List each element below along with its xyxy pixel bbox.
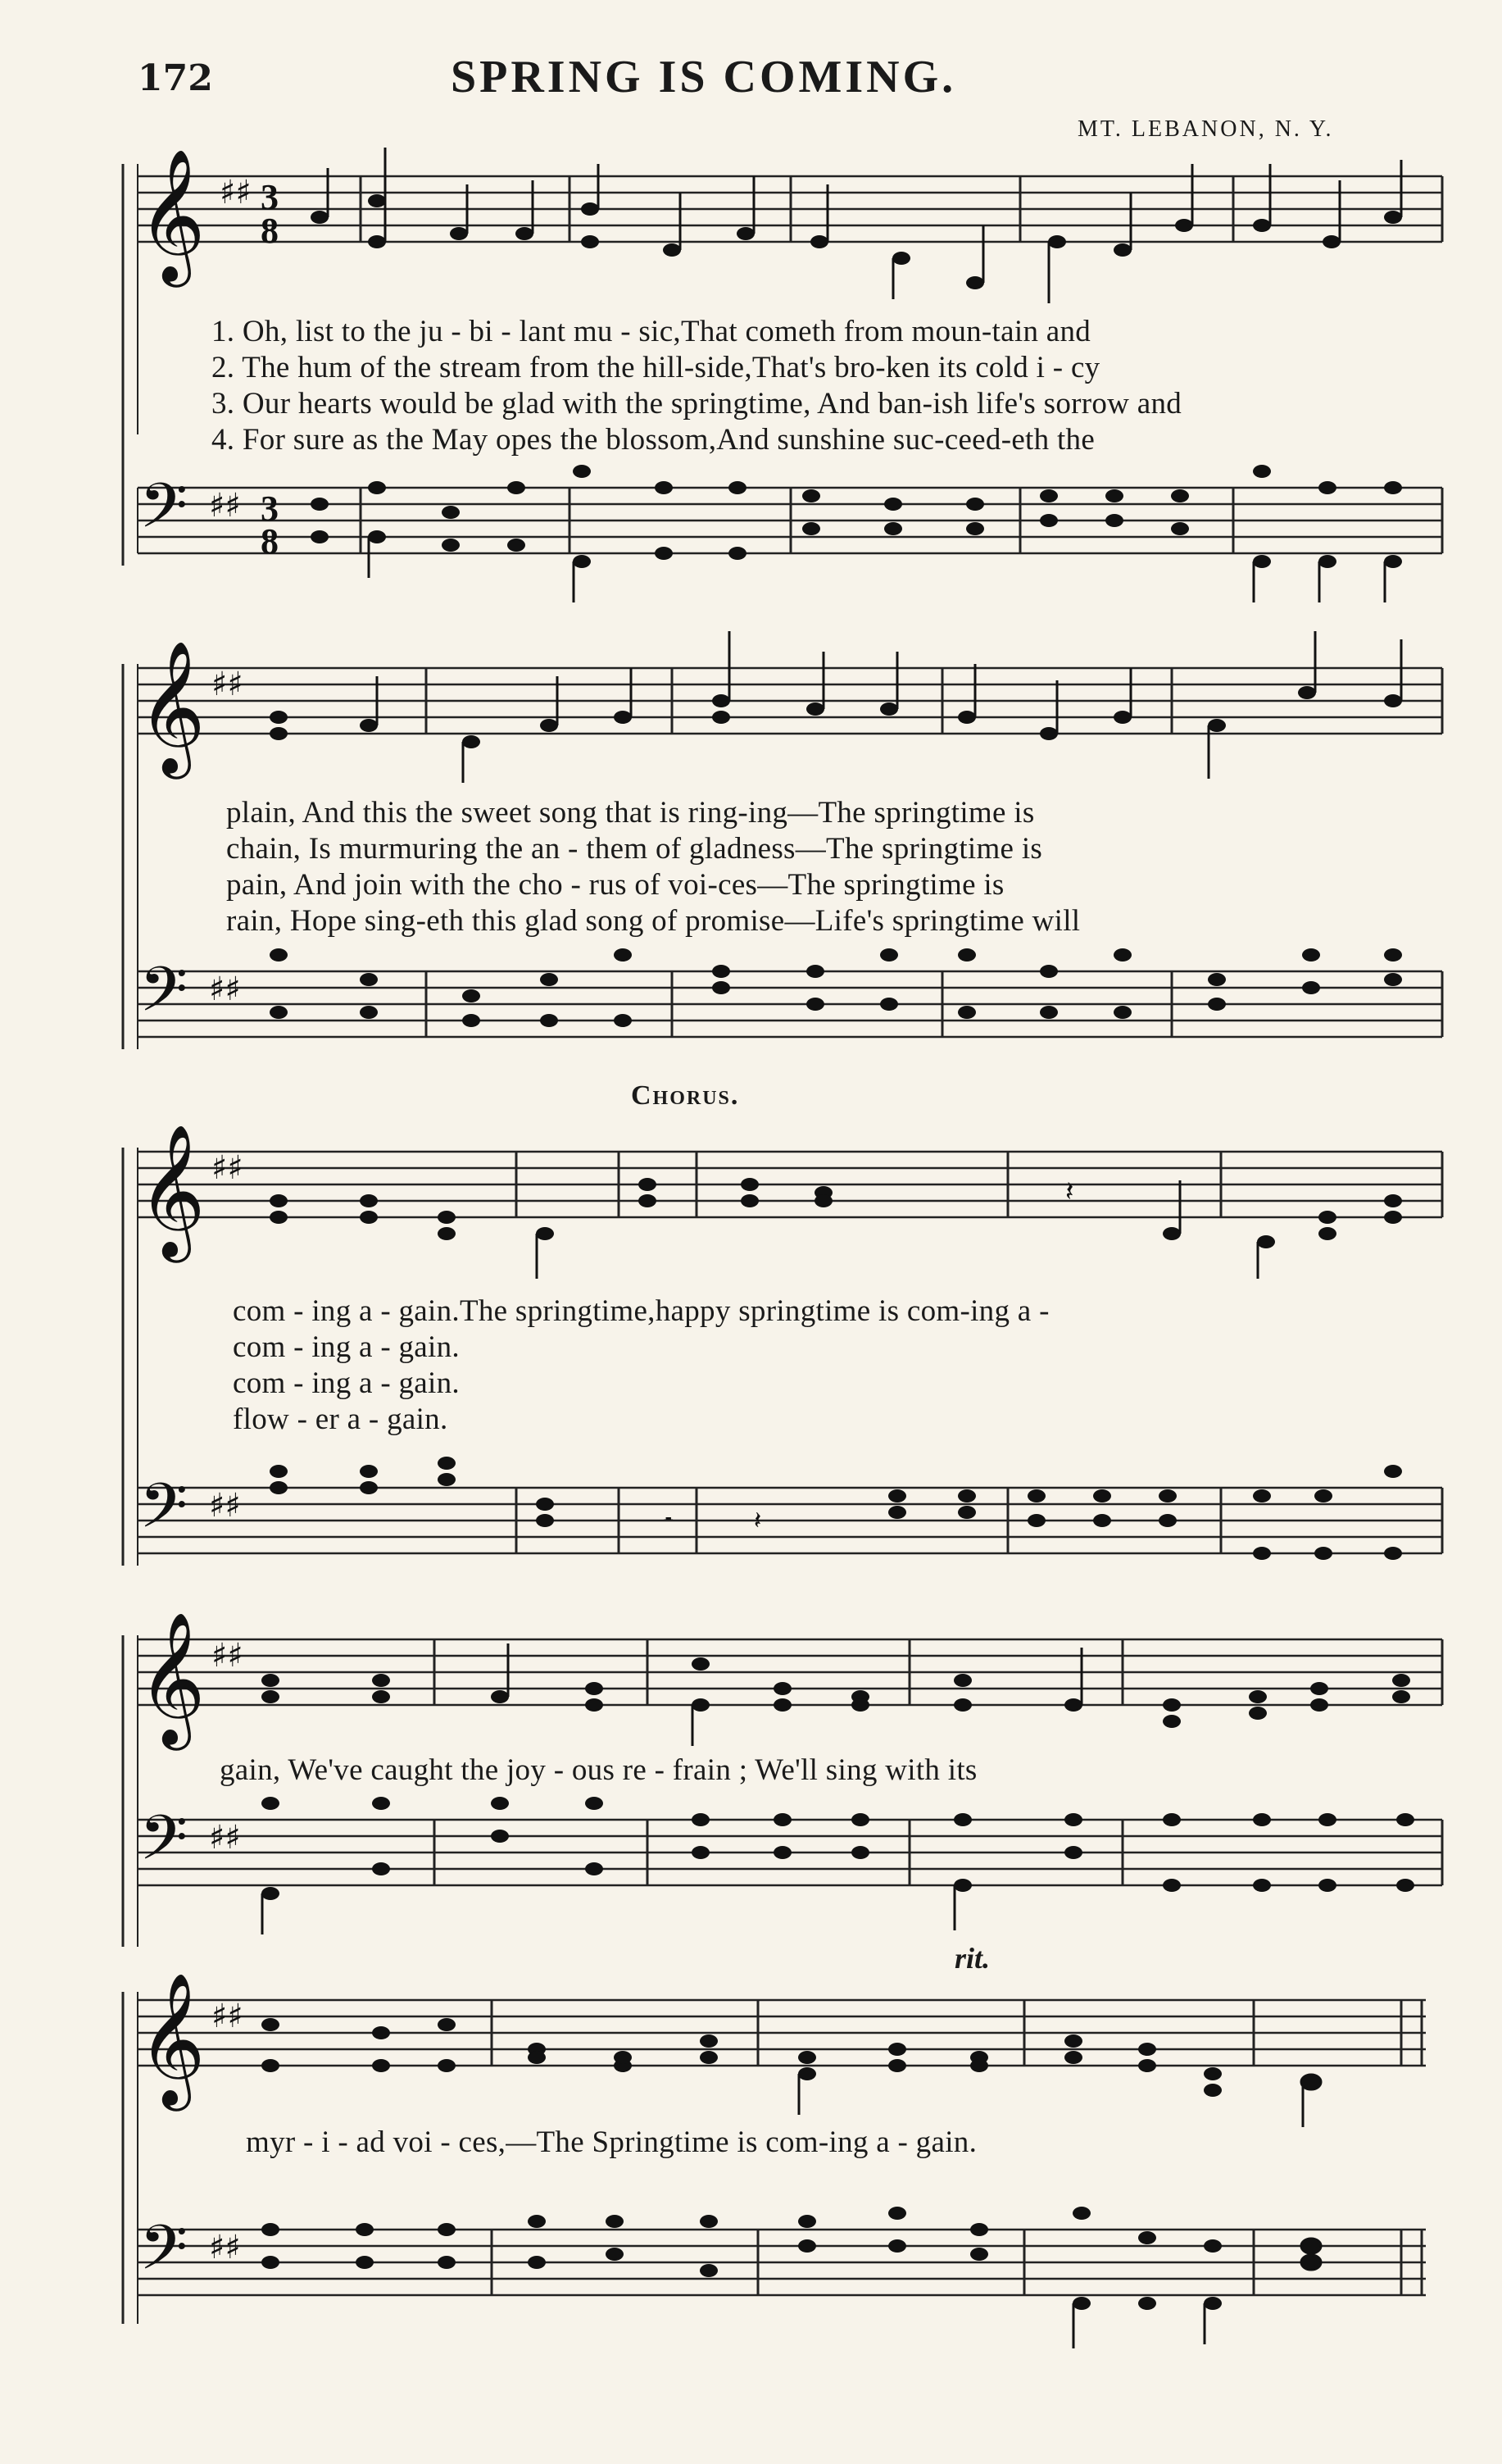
chorus-label: Chorus.	[631, 1080, 740, 1111]
svg-text:𝄢: 𝄢	[139, 2212, 188, 2299]
svg-text:♯♯: ♯♯	[209, 1486, 241, 1525]
system-3	[0, 1115, 1502, 1574]
svg-text:𝄽: 𝄽	[1065, 1175, 1074, 1208]
chorus-line-6: myr - i - ad voi - ces,—The Springtime is com-ing a - gain.	[246, 2125, 978, 2159]
svg-text:♯♯: ♯♯	[211, 1148, 243, 1187]
chorus-line-3: com - ing a - gain.	[233, 1366, 460, 1400]
verse-1-line-2: plain, And this the sweet song that is ring-ing—The springtime is	[226, 796, 1035, 830]
svg-text:𝄼: 𝄼	[664, 1507, 674, 1535]
bass-notes	[311, 465, 1402, 602]
chorus-line-5: gain, We've caught the joy - ous re - frain ; We'll sing with its	[220, 1753, 978, 1787]
svg-text:♯♯: ♯♯	[209, 970, 241, 1008]
verse-4-line-2: rain, Hope sing-eth this glad song of promise—Life's springtime will	[226, 904, 1081, 938]
svg-text:8: 8	[261, 521, 279, 561]
verse-2-line-1: 2. The hum of the stream from the hill-side,That's bro-ken its cold i - cy	[211, 351, 1100, 384]
chorus-line-1: com - ing a - gain.The springtime,happy springtime is com-ing a -	[233, 1294, 1050, 1328]
svg-text:𝄞: 𝄞	[138, 640, 206, 774]
page-number: 172	[138, 57, 213, 99]
svg-text:𝄞: 𝄞	[138, 1612, 206, 1745]
chorus-line-2: com - ing a - gain.	[233, 1330, 460, 1364]
verse-3-line-1: 3. Our hearts would be glad with the springtime, And ban-ish life's sorrow and	[211, 387, 1182, 421]
chorus-line-4: flow - er a - gain.	[233, 1402, 448, 1436]
tempo-marking-rit: rit.	[955, 1942, 991, 1975]
svg-text:𝄞: 𝄞	[138, 1124, 206, 1257]
svg-text:𝄢: 𝄢	[139, 1802, 188, 1889]
bass-clef-icon: 𝄢	[139, 470, 188, 557]
system-5	[0, 1963, 1502, 2357]
svg-text:𝄢: 𝄢	[139, 1470, 188, 1557]
svg-text:♯♯: ♯♯	[211, 1997, 243, 2035]
attribution: MT. LEBANON, N. Y.	[1078, 116, 1334, 142]
svg-text:♯♯: ♯♯	[211, 1636, 243, 1675]
verse-4-line-1: 4. For sure as the May opes the blossom,And sunshine suc-ceed-eth the	[211, 423, 1096, 457]
verse-2-line-2: chain, Is murmuring the an - them of gladness—The springtime is	[226, 832, 1043, 866]
svg-text:𝄽: 𝄽	[754, 1507, 762, 1535]
verse-3-line-2: pain, And join with the cho - rus of voi-ces—The springtime is	[226, 868, 1005, 902]
svg-text:8: 8	[261, 211, 279, 251]
svg-text:♯♯: ♯♯	[211, 665, 243, 703]
svg-text:♯♯: ♯♯	[209, 486, 241, 525]
verse-1-line-1: 1. Oh, list to the ju - bi - lant mu - sic,That cometh from moun-tain and	[211, 315, 1091, 348]
svg-text:𝄞: 𝄞	[138, 1972, 206, 2106]
svg-text:𝄢: 𝄢	[139, 953, 188, 1041]
svg-text:3: 3	[261, 489, 279, 529]
svg-text:♯♯: ♯♯	[209, 2228, 241, 2266]
time-signature: 3	[261, 177, 279, 217]
svg-text:♯♯: ♯♯	[209, 1818, 241, 1857]
key-signature-sharp-icon: ♯♯	[220, 173, 252, 211]
page-title: SPRING IS COMING.	[451, 52, 957, 102]
treble-clef-icon: 𝄞	[138, 148, 206, 282]
